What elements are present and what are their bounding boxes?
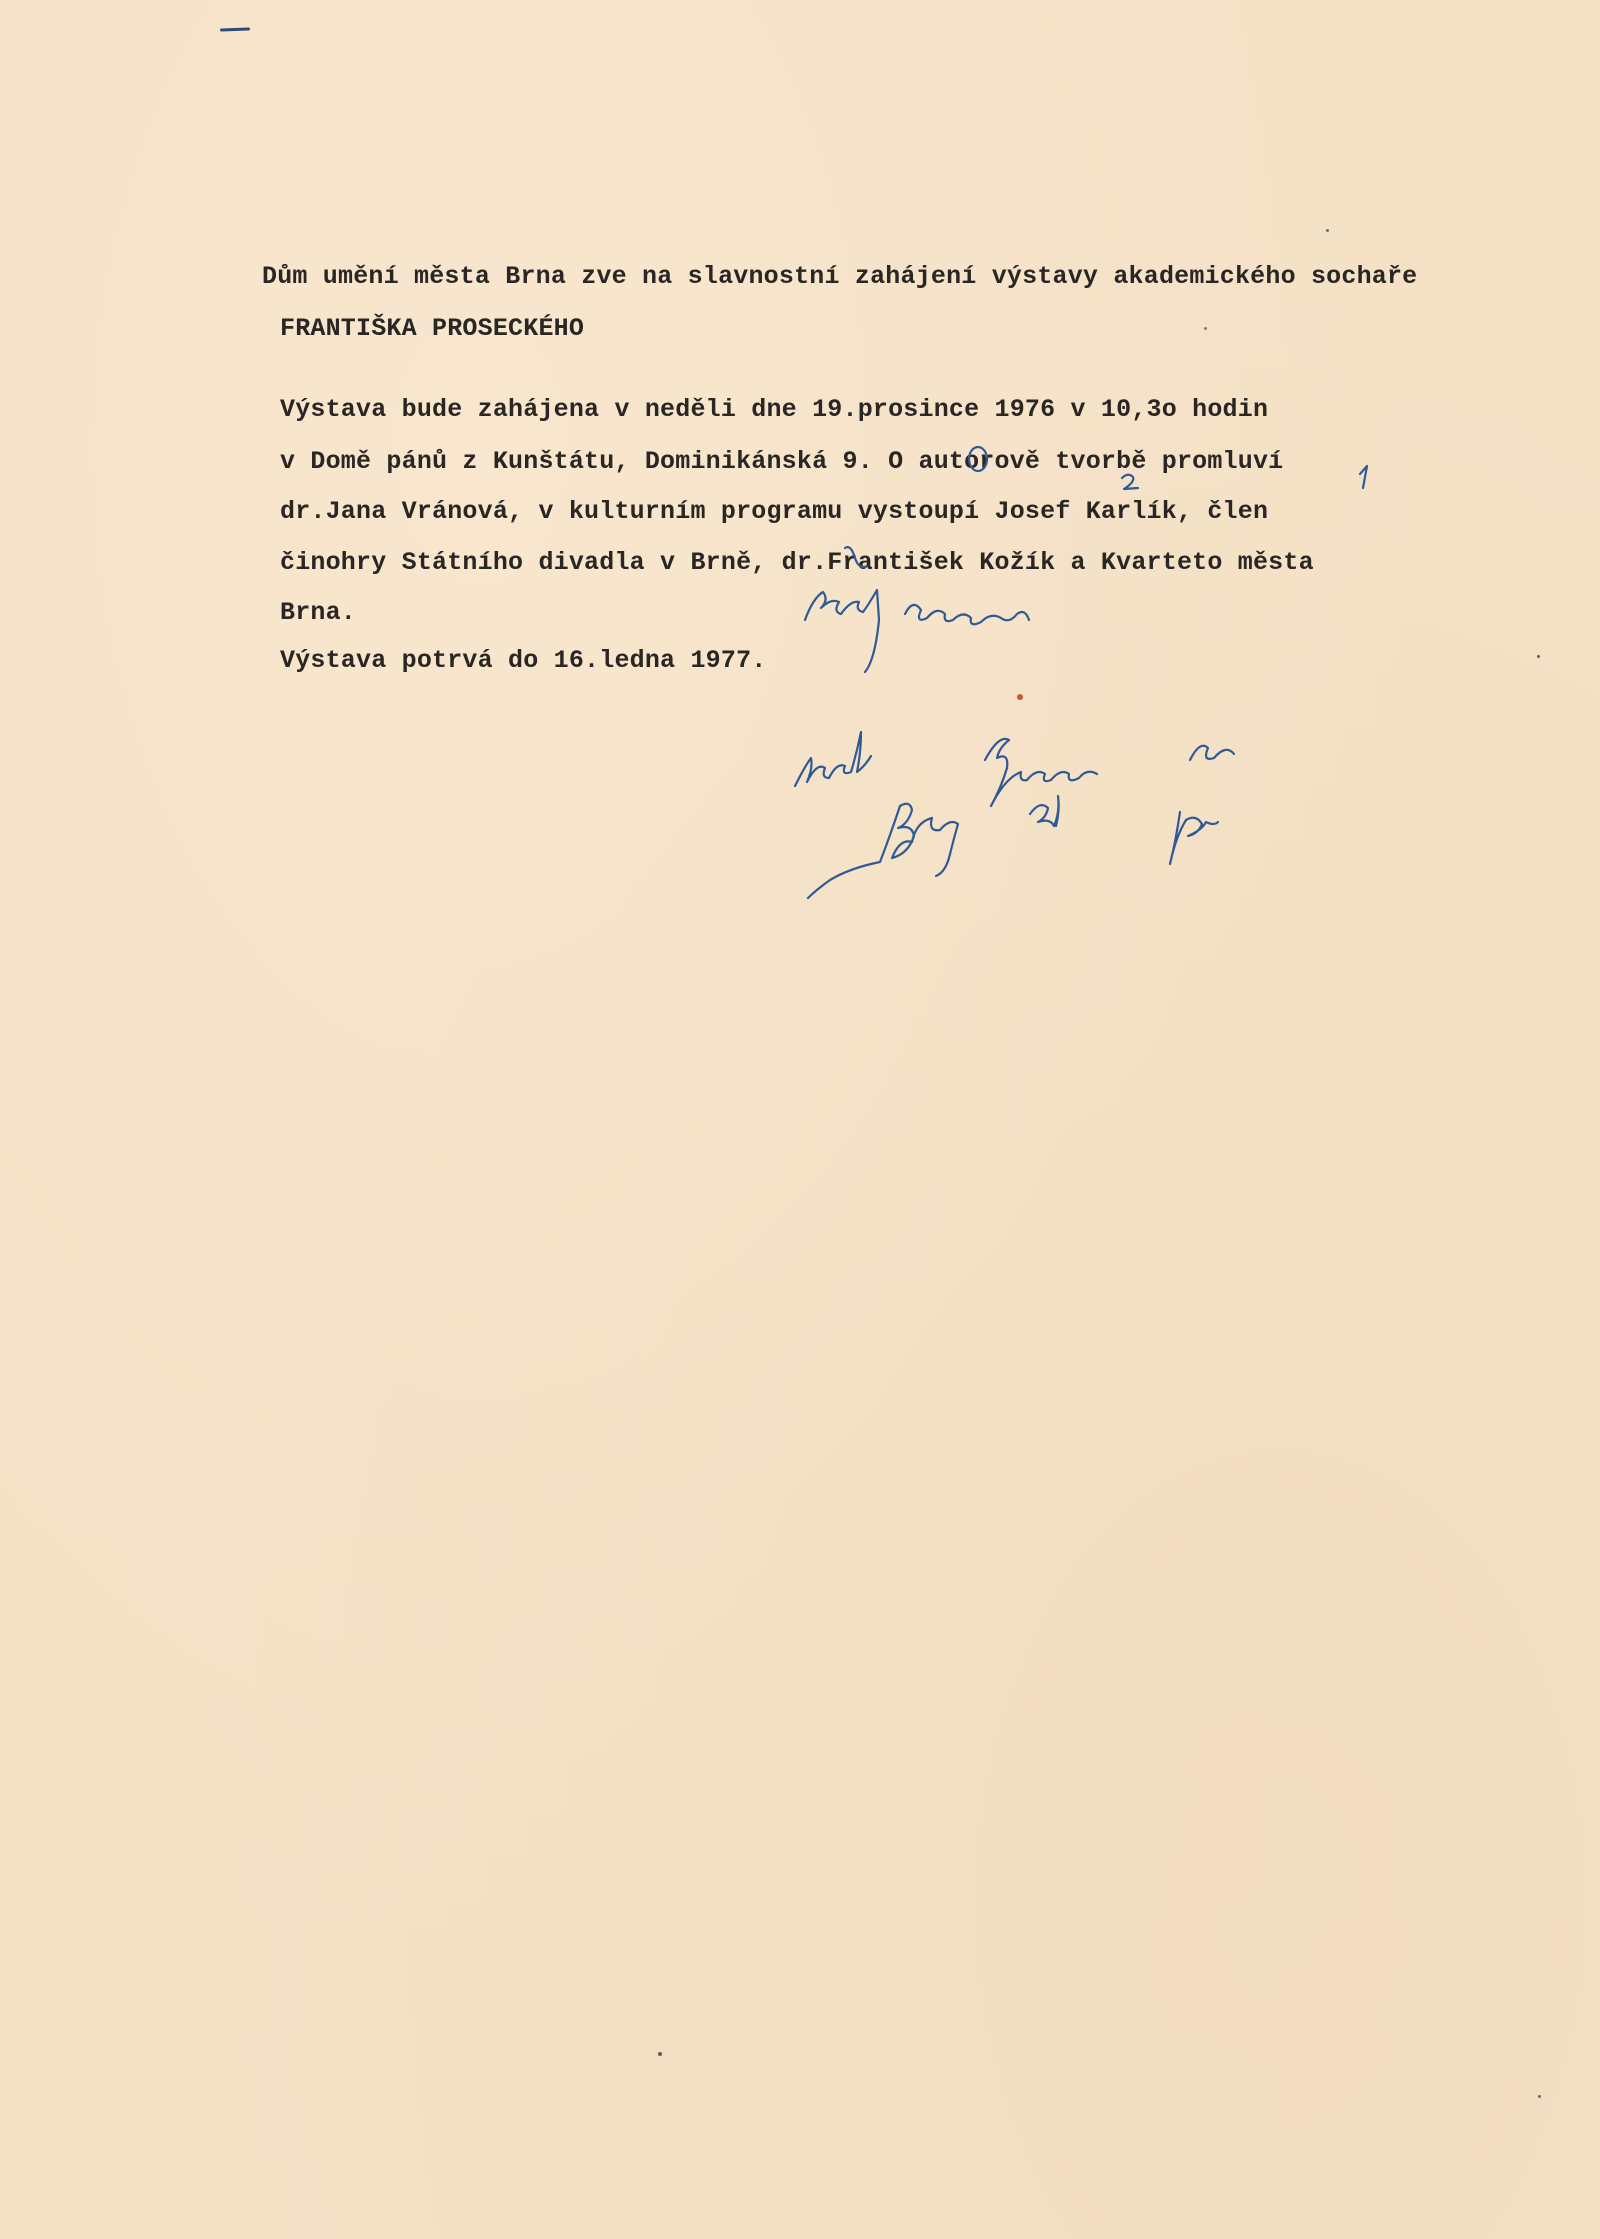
paragraph-line: Výstava potrvá do 16.ledna 1977.	[280, 646, 767, 675]
paper-speck	[1538, 2095, 1541, 2098]
artist-name: FRANTIŠKA PROSECKÉHO	[280, 314, 585, 343]
paper-speck	[1204, 327, 1207, 330]
paper-speck	[658, 2052, 662, 2056]
invitation-header-line: Dům umění města Brna zve na slavnostní zahájení výstavy akademického sochaře	[262, 262, 1418, 291]
insertion-note-handwriting	[805, 590, 1029, 672]
paragraph-line: činohry Státního divadla v Brně, dr.František Kožík a Kvarteto města	[280, 548, 1314, 577]
paragraph-line: dr.Jana Vránová, v kulturním programu vystoupí Josef Karlík, člen	[280, 497, 1269, 526]
order-mark-1	[1360, 466, 1367, 488]
marginal-note-line-1	[795, 732, 1234, 806]
paragraph-line: v Domě pánů z Kunštátu, Dominikánská 9. O autorově tvorbě promluví	[280, 447, 1284, 476]
paragraph-line: Výstava bude zahájena v neděli dne 19.prosince 1976 v 10,3o hodin	[280, 395, 1269, 424]
red-ink-dot	[1017, 694, 1023, 700]
marginal-note-line-2	[808, 796, 1218, 898]
corner-pen-mark	[220, 27, 250, 31]
paragraph-line: Brna.	[280, 598, 357, 627]
paper-speck	[1326, 229, 1329, 232]
paper-speck	[1537, 655, 1540, 658]
order-mark-2	[1122, 475, 1138, 489]
